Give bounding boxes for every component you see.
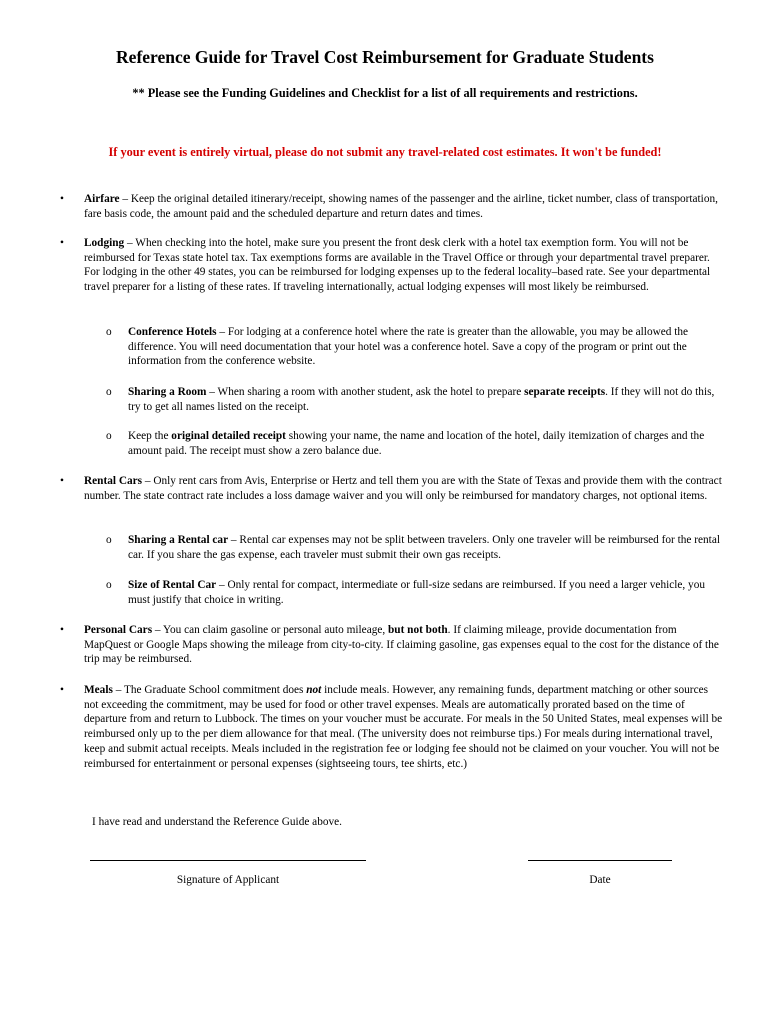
sub-item-text: – Rental car expenses may not be split between travelers. Only one traveler will be reimbursed for the rental car. If you share the gas expense, each traveler must submit their own gas receipts. bbox=[128, 534, 720, 561]
item-heading: Lodging bbox=[84, 237, 125, 249]
sub-item-original-receipt bbox=[128, 429, 726, 458]
list-item-personal-cars bbox=[84, 623, 724, 667]
sub-item-sharing-room bbox=[128, 385, 726, 414]
bullet-marker: • bbox=[60, 193, 64, 205]
sub-item-sharing-rental bbox=[128, 533, 726, 562]
bullet-marker: • bbox=[60, 624, 64, 636]
item-text: – Keep the original detailed itinerary/receipt, showing names of the passenger and the airline, ticket number, class of transportation, fare basis code, the amount paid and the scheduled departure and return dates and times. bbox=[84, 193, 718, 220]
item-text: include meals. However, any remaining funds, department matching or other sources not exceeding the commitment, may be used for food or other travel expenses. Meals are automatically prorated based on the time of departure from and return to Lubbock. The times on your voucher must be accurate. For meals in the 50 United States, meal expenses will be reimbursed only up to the per diem allowance for that meal. (The university does not reimburse tips.) For meals during international travel, keep and submit actual receipts. Meals included in the registration fee or lodging fee should not be claimed on your voucher. You will not be reimbursed for entertainment or personal expenses (sightseeing tours, tee shirts, etc.) bbox=[84, 684, 723, 770]
signature-label: Signature of Applicant bbox=[176, 874, 280, 886]
date-line[interactable] bbox=[528, 860, 672, 861]
date-label: Date bbox=[589, 874, 611, 886]
list-item-airfare bbox=[84, 192, 724, 221]
sub-item-emphasis: original detailed receipt bbox=[171, 430, 286, 442]
sub-item-conference-hotels bbox=[128, 325, 726, 369]
bullet-marker: • bbox=[60, 684, 64, 696]
sub-item-text: – Only rental for compact, intermediate or full-size sedans are reimbursed. If you need a larger vehicle, you must justify that choice in writing. bbox=[128, 579, 705, 606]
page-subtitle: ** Please see the Funding Guidelines and Checklist for a list of all requirements and restrictions. bbox=[132, 86, 638, 100]
signature-line[interactable] bbox=[90, 860, 366, 861]
sub-item-text: Keep the bbox=[128, 430, 172, 442]
sub-item-heading: Sharing a Rental car bbox=[128, 534, 229, 546]
sub-marker: o bbox=[106, 326, 112, 338]
item-text: – Only rent cars from Avis, Enterprise or Hertz and tell them you are with the State of Texas and provide them with the contract number. The state contract rate includes a loss damage waiver and you will only be reimbursed for mandatory charges, not optional items. bbox=[84, 475, 722, 502]
bullet-marker: • bbox=[60, 475, 64, 487]
item-heading: Meals bbox=[84, 684, 113, 696]
sub-item-text: – When sharing a room with another student, ask the hotel to prepare bbox=[206, 386, 525, 398]
sub-item-rental-size bbox=[128, 578, 726, 607]
sub-item-heading: Size of Rental Car bbox=[128, 579, 217, 591]
sub-item-heading: Conference Hotels bbox=[128, 326, 217, 338]
list-item-lodging bbox=[84, 236, 724, 295]
sub-item-text: showing your name, the name and location of the hotel, daily itemization of charges and the amount paid. The receipt must show a zero balance due. bbox=[128, 430, 705, 457]
list-item-meals bbox=[84, 683, 724, 771]
sub-item-heading: Sharing a Room bbox=[128, 386, 207, 398]
item-heading: Airfare bbox=[84, 193, 120, 205]
sub-marker: o bbox=[106, 430, 112, 442]
page-title: Reference Guide for Travel Cost Reimbursement for Graduate Students bbox=[116, 47, 654, 67]
virtual-event-warning: If your event is entirely virtual, please do not submit any travel-related cost estimates. It won't be funded! bbox=[108, 145, 662, 159]
item-emphasis: not bbox=[306, 684, 322, 696]
item-text: – The Graduate School commitment does bbox=[112, 684, 307, 696]
sub-marker: o bbox=[106, 534, 112, 546]
item-text: – When checking into the hotel, make sure you present the front desk clerk with a hotel tax exemption form. You will not be reimbursed for Texas state hotel tax. Tax exemptions forms are available in the Travel Office or through your departmental travel preparer. For lodging in the other 49 states, you can be reimbursed for lodging expenses up to the federal locality–based rate. See your departmental travel preparer for a listing of these rates. If traveling internationally, actual lodging expenses will most likely be reimbursed. bbox=[84, 237, 711, 294]
item-heading: Personal Cars bbox=[84, 624, 153, 636]
bullet-marker: • bbox=[60, 237, 64, 249]
item-emphasis: but not both bbox=[388, 624, 448, 636]
sub-item-text: . If they will not do this, try to get all names listed on the receipt. bbox=[128, 386, 715, 413]
sub-marker: o bbox=[106, 386, 112, 398]
sub-marker: o bbox=[106, 579, 112, 591]
sub-item-text: – For lodging at a conference hotel where the rate is greater than the allowable, you may be allowed the difference. You will need documentation that your hotel was a conference hotel. Save a copy of the program or print out the information from the conference website. bbox=[128, 326, 689, 368]
list-item-rental-cars bbox=[84, 474, 724, 503]
sub-item-emphasis: separate receipts bbox=[524, 386, 606, 398]
item-text: – You can claim gasoline or personal auto mileage, bbox=[152, 624, 389, 636]
item-heading: Rental Cars bbox=[84, 475, 143, 487]
item-text: . If claiming mileage, provide documentation from MapQuest or Google Maps showing the mileage from city-to-city. If claiming gasoline, gas expenses equal to the cost for the distance of the trip may be reimbursed. bbox=[84, 624, 719, 666]
acknowledgement-statement: I have read and understand the Reference Guide above. bbox=[92, 816, 342, 828]
